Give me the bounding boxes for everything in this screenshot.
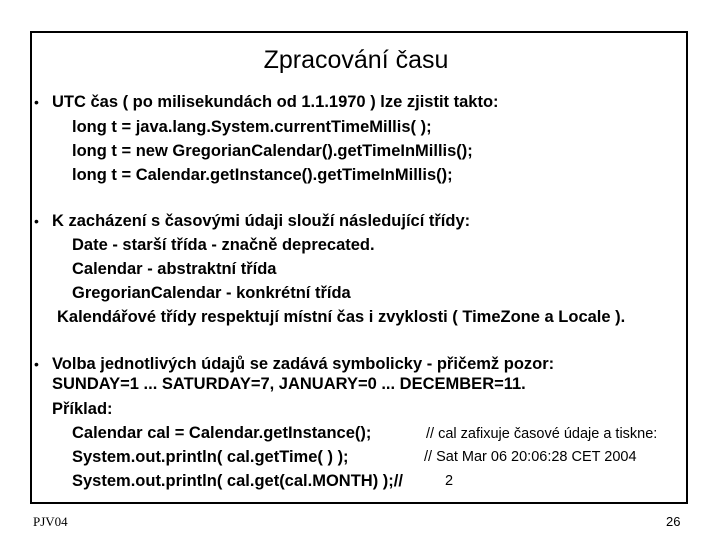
code-line: Calendar cal = Calendar.getInstance(); [72, 424, 372, 442]
text-line: SUNDAY=1 ... SATURDAY=7, JANUARY=0 ... DECEMBER=11. [52, 375, 526, 393]
code-line: long t = new GregorianCalendar().getTimeInMillis(); [72, 142, 473, 160]
code-line: long t = java.lang.System.currentTimeMillis( ); [72, 118, 432, 136]
code-comment: // Sat Mar 06 20:06:28 CET 2004 [424, 449, 637, 465]
code-line: long t = Calendar.getInstance().getTimeInMillis(); [72, 166, 453, 184]
text-line: GregorianCalendar - konkrétní třída [72, 284, 351, 302]
text-line: Date - starší třída - značně deprecated. [72, 236, 375, 254]
code-line: System.out.println( cal.getTime( ) ); [72, 448, 349, 466]
text-line: Volba jednotlivých údajů se zadává symbolicky - přičemž pozor: [52, 355, 555, 373]
code-comment: 2 [445, 473, 454, 489]
code-line: System.out.println( cal.get(cal.MONTH) );// [72, 472, 403, 490]
footer-course-code: PJV04 [33, 514, 68, 529]
page-number: 26 [666, 514, 681, 529]
bullet: • [34, 213, 39, 229]
text-line: UTC čas ( po milisekundách od 1.1.1970 ) lze zjistit takto: [52, 93, 499, 111]
text-line: Příklad: [52, 400, 113, 418]
text-line: K zacházení s časovými údaji slouží následující třídy: [52, 212, 471, 230]
slide-title: Zpracování času [263, 46, 449, 74]
code-comment: // cal zafixuje časové údaje a tiskne: [426, 426, 658, 442]
text-line: Kalendářové třídy respektují místní čas i zvyklosti ( TimeZone a Locale ). [57, 308, 626, 326]
text-line: Calendar - abstraktní třída [72, 260, 277, 278]
bullet: • [34, 94, 39, 110]
bullet: • [34, 356, 39, 372]
